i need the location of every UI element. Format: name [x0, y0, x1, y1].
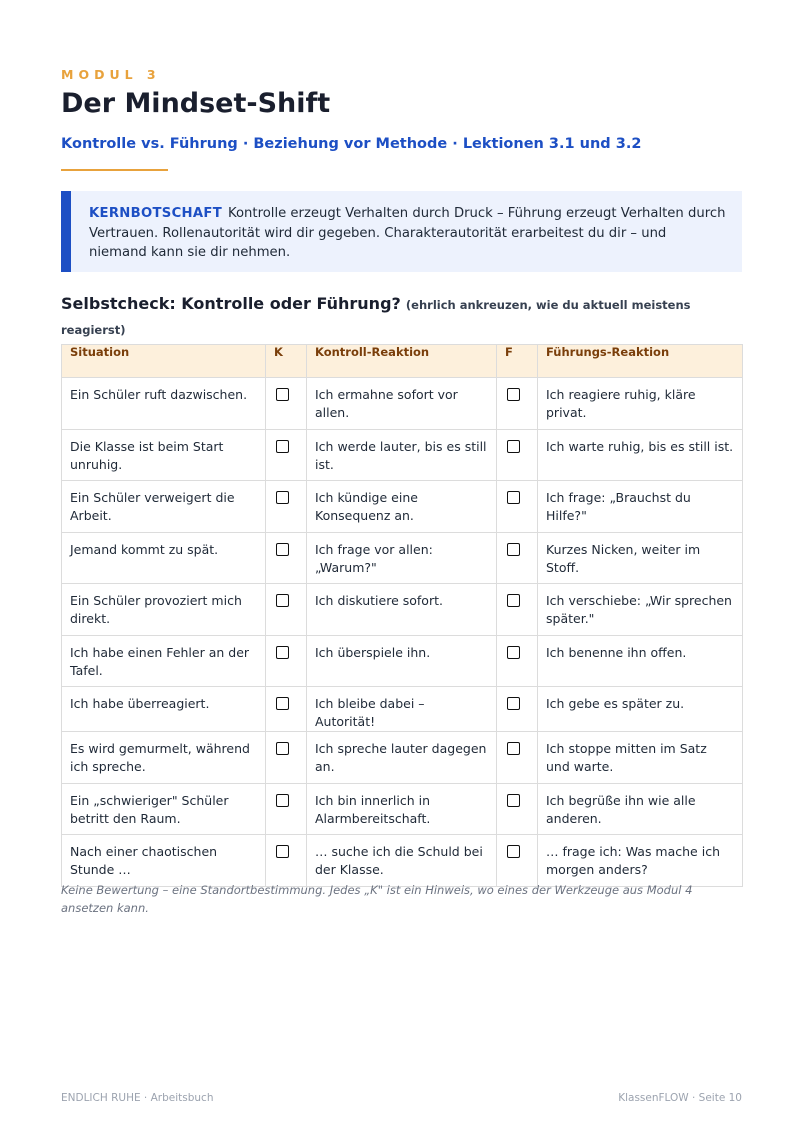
- accent-rule: [61, 169, 168, 171]
- control-cell: Ich spreche lauter dagegen an.: [307, 732, 497, 784]
- control-cell: Ich werde lauter, bis es still ist.: [307, 429, 497, 481]
- k-checkbox[interactable]: [276, 845, 289, 858]
- f-cell: [497, 732, 538, 784]
- control-cell: Ich überspiele ihn.: [307, 635, 497, 687]
- key-message-callout: [61, 191, 742, 272]
- control-cell: Ich bleibe dabei – Autorität!: [307, 687, 497, 732]
- f-checkbox[interactable]: [507, 794, 520, 807]
- f-cell: [497, 635, 538, 687]
- f-checkbox[interactable]: [507, 646, 520, 659]
- f-checkbox[interactable]: [507, 491, 520, 504]
- table-row: [62, 783, 743, 835]
- lead-cell: Ich reagiere ruhig, kläre privat.: [538, 378, 743, 430]
- f-checkbox[interactable]: [507, 845, 520, 858]
- header-control-reaction: Kontroll-Reaktion: [307, 345, 497, 378]
- lead-cell: Kurzes Nicken, weiter im Stoff.: [538, 532, 743, 584]
- page-subtitle: Kontrolle vs. Führung · Beziehung vor Methode · Lektionen 3.1 und 3.2: [61, 136, 642, 152]
- lead-cell: Ich stoppe mitten im Satz und warte.: [538, 732, 743, 784]
- f-cell: [497, 835, 538, 887]
- f-cell: [497, 481, 538, 533]
- table-footnote: Keine Bewertung – eine Standortbestimmung. Jedes „K" ist ein Hinweis, wo eines der Werkzeuge aus Modul 4 ansetzen kann.: [61, 883, 693, 915]
- lead-cell: Ich begrüße ihn wie alle anderen.: [538, 783, 743, 835]
- f-cell: [497, 687, 538, 732]
- f-cell: [497, 783, 538, 835]
- table-row: [62, 378, 743, 430]
- table-row: [62, 835, 743, 887]
- callout-text: Kontrolle erzeugt Verhalten durch Druck – Führung erzeugt Verhalten durch Vertrauen. Rollenautorität wird dir gegeben. Charakterautorität erarbeitest du dir – und niemand kann sie dir nehmen.: [89, 206, 726, 260]
- k-checkbox[interactable]: [276, 646, 289, 659]
- k-checkbox[interactable]: [276, 742, 289, 755]
- k-checkbox[interactable]: [276, 543, 289, 556]
- page-footer: [61, 1092, 742, 1104]
- table-row: [62, 687, 743, 732]
- k-cell: [266, 429, 307, 481]
- header-k: K: [266, 345, 307, 378]
- selfcheck-heading-block: [61, 292, 742, 342]
- lead-cell: Ich warte ruhig, bis es still ist.: [538, 429, 743, 481]
- selfcheck-hint: (ehrlich ankreuzen, wie du aktuell meistens reagierst): [61, 298, 691, 337]
- callout-label: KERNBOTSCHAFT: [89, 206, 222, 221]
- table-row: [62, 532, 743, 584]
- k-cell: [266, 687, 307, 732]
- k-checkbox[interactable]: [276, 794, 289, 807]
- k-cell: [266, 584, 307, 636]
- k-cell: [266, 835, 307, 887]
- footer-left: ENDLICH RUHE · Arbeitsbuch: [61, 1092, 214, 1104]
- k-checkbox[interactable]: [276, 388, 289, 401]
- header-situation: Situation: [62, 345, 266, 378]
- situation-cell: Die Klasse ist beim Start unruhig.: [62, 429, 266, 481]
- k-cell: [266, 635, 307, 687]
- f-checkbox[interactable]: [507, 697, 520, 710]
- situation-cell: Nach einer chaotischen Stunde …: [62, 835, 266, 887]
- f-cell: [497, 429, 538, 481]
- k-cell: [266, 783, 307, 835]
- table-row: [62, 732, 743, 784]
- header-leadership-reaction: Führungs-Reaktion: [538, 345, 743, 378]
- situation-cell: Jemand kommt zu spät.: [62, 532, 266, 584]
- k-cell: [266, 378, 307, 430]
- situation-cell: Ich habe einen Fehler an der Tafel.: [62, 635, 266, 687]
- situation-cell: Ein Schüler ruft dazwischen.: [62, 378, 266, 430]
- k-checkbox[interactable]: [276, 594, 289, 607]
- k-cell: [266, 532, 307, 584]
- k-checkbox[interactable]: [276, 491, 289, 504]
- control-cell: Ich ermahne sofort vor allen.: [307, 378, 497, 430]
- header-f: F: [497, 345, 538, 378]
- situation-cell: Es wird gemurmelt, während ich spreche.: [62, 732, 266, 784]
- f-checkbox[interactable]: [507, 543, 520, 556]
- f-cell: [497, 378, 538, 430]
- f-cell: [497, 584, 538, 636]
- control-cell: Ich kündige eine Konsequenz an.: [307, 481, 497, 533]
- control-cell: Ich diskutiere sofort.: [307, 584, 497, 636]
- table-row: [62, 635, 743, 687]
- lead-cell: … frage ich: Was mache ich morgen anders?: [538, 835, 743, 887]
- module-kicker: MODUL 3: [61, 67, 161, 82]
- k-checkbox[interactable]: [276, 697, 289, 710]
- footer-right: KlassenFLOW · Seite 10: [618, 1092, 742, 1104]
- table-row: [62, 584, 743, 636]
- lead-cell: Ich benenne ihn offen.: [538, 635, 743, 687]
- f-checkbox[interactable]: [507, 440, 520, 453]
- f-checkbox[interactable]: [507, 594, 520, 607]
- situation-cell: Ich habe überreagiert.: [62, 687, 266, 732]
- k-checkbox[interactable]: [276, 440, 289, 453]
- situation-cell: Ein Schüler provoziert mich direkt.: [62, 584, 266, 636]
- lead-cell: Ich gebe es später zu.: [538, 687, 743, 732]
- f-cell: [497, 532, 538, 584]
- table-row: [62, 481, 743, 533]
- k-cell: [266, 481, 307, 533]
- table-row: [62, 429, 743, 481]
- control-cell: Ich bin innerlich in Alarmbereitschaft.: [307, 783, 497, 835]
- page-title: Der Mindset-Shift: [61, 88, 331, 119]
- lead-cell: Ich frage: „Brauchst du Hilfe?": [538, 481, 743, 533]
- selfcheck-table: [61, 344, 743, 887]
- f-checkbox[interactable]: [507, 742, 520, 755]
- lead-cell: Ich verschiebe: „Wir sprechen später.": [538, 584, 743, 636]
- table-header-row: [62, 345, 743, 378]
- control-cell: Ich frage vor allen: „Warum?": [307, 532, 497, 584]
- situation-cell: Ein „schwieriger" Schüler betritt den Raum.: [62, 783, 266, 835]
- selfcheck-heading: Selbstcheck: Kontrolle oder Führung?: [61, 294, 401, 313]
- control-cell: … suche ich die Schuld bei der Klasse.: [307, 835, 497, 887]
- f-checkbox[interactable]: [507, 388, 520, 401]
- k-cell: [266, 732, 307, 784]
- situation-cell: Ein Schüler verweigert die Arbeit.: [62, 481, 266, 533]
